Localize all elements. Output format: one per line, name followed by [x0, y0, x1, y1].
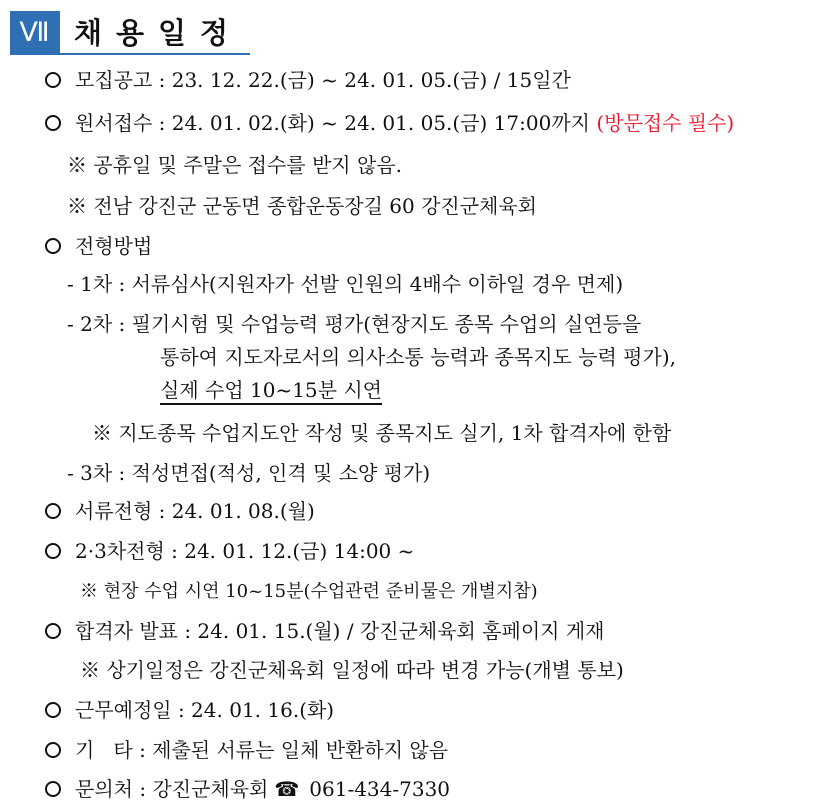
- section-header: [10, 11, 250, 53]
- screening23-note: ※ 현장 수업 시연 10~15분(수업관련 준비물은 개별지참): [80, 581, 538, 602]
- step1-text: - 1차 : 서류심사(지원자가 선발 인원의 4배수 이하일 경우 면제): [67, 272, 624, 296]
- address-note: ※ 전남 강진군 군동면 종합운동장길 60 강진군체육회: [67, 194, 537, 218]
- circle-bullet-icon: [45, 702, 61, 718]
- announce-text: 합격자 발표 : 24. 01. 15.(월) / 강진군체육회 홈페이지 게재: [75, 619, 605, 643]
- screening23-item: [45, 537, 414, 565]
- start-date-item: [45, 696, 334, 724]
- application-text: 원서접수 : 24. 01. 02.(화) ~ 24. 01. 05.(금) 17:00까지: [75, 111, 597, 135]
- circle-bullet-icon: [45, 543, 61, 559]
- section-number-badge: Ⅶ: [10, 11, 60, 53]
- method-text: 전형방법: [75, 234, 153, 258]
- telephone-icon: ☎: [274, 777, 300, 801]
- circle-bullet-icon: [45, 781, 61, 797]
- doc-screening-text: 서류전형 : 24. 01. 08.(월): [75, 499, 315, 523]
- circle-bullet-icon: [45, 742, 61, 758]
- circle-bullet-icon: [45, 623, 61, 639]
- notice-item: [45, 66, 571, 94]
- application-item: [45, 109, 734, 137]
- contact-phone: 061-434-7330: [309, 777, 451, 801]
- doc-screening-item: [45, 497, 315, 525]
- holiday-note: ※ 공휴일 및 주말은 접수를 받지 않음.: [67, 153, 402, 177]
- step2-line2: 통하여 지도자로서의 의사소통 능력과 종목지도 능력 평가),: [160, 345, 676, 369]
- header-underline: [10, 53, 250, 55]
- step2-line3: [160, 376, 382, 404]
- start-date-text: 근무예정일 : 24. 01. 16.(화): [75, 698, 335, 722]
- notice-text: 모집공고 : 23. 12. 22.(금) ~ 24. 01. 05.(금) / 15일간: [75, 68, 571, 92]
- step3-text: - 3차 : 적성면접(적성, 인격 및 소양 평가): [67, 461, 431, 485]
- contact-label: 문의처 : 강진군체육회: [75, 777, 269, 801]
- method-item: [45, 232, 152, 260]
- section-title: 채용일정: [74, 16, 243, 50]
- step2-note: ※ 지도종목 수업지도안 작성 및 종목지도 실기, 1차 합격자에 한함: [92, 421, 672, 445]
- circle-bullet-icon: [45, 115, 61, 131]
- step2-line1: - 2차 : 필기시험 및 수업능력 평가(현장지도 종목 수업의 실연등을: [67, 312, 642, 336]
- visit-required-note: (방문접수 필수): [596, 111, 735, 135]
- step2-demo-underlined: 실제 수업 10~15분 시연: [160, 378, 382, 405]
- circle-bullet-icon: [45, 72, 61, 88]
- other-text: 기 타 : 제출된 서류는 일체 반환하지 않음: [75, 738, 449, 762]
- circle-bullet-icon: [45, 503, 61, 519]
- announce-item: [45, 617, 604, 645]
- screening23-text: 2·3차전형 : 24. 01. 12.(금) 14:00 ~: [75, 539, 415, 563]
- circle-bullet-icon: [45, 238, 61, 254]
- contact-item: [45, 775, 450, 803]
- other-item: [45, 736, 448, 764]
- announce-note: ※ 상기일정은 강진군체육회 일정에 따라 변경 가능(개별 통보): [80, 658, 624, 682]
